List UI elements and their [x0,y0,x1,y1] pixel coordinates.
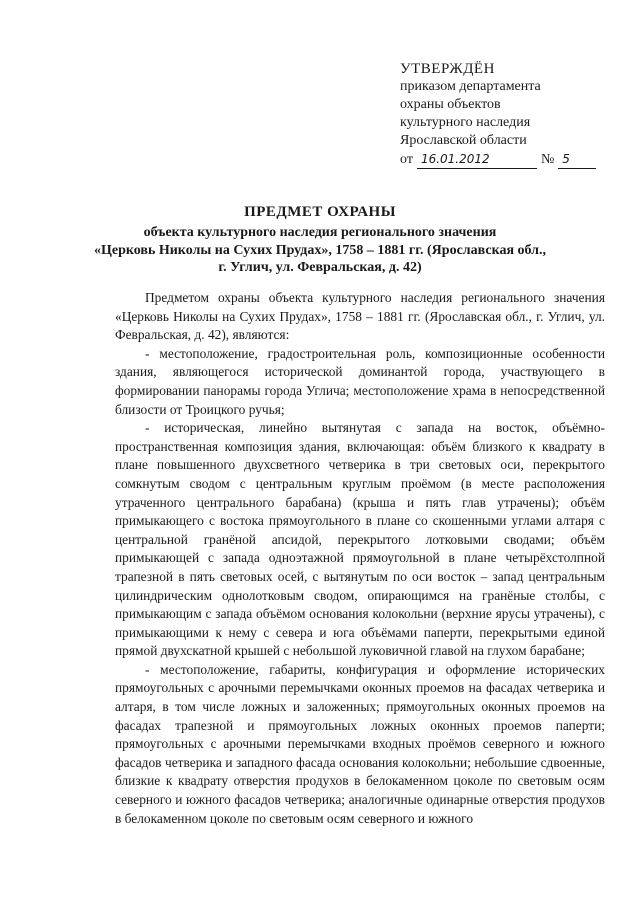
document-subtitle [40,224,600,277]
intro-paragraph: Предметом охраны объекта культурного наследия регионального значения «Церковь Николы на Сухих Прудах», 1758 – 1881 гг. (Ярославская обл., г. Углич, ул. Февральская, д. 42), являются: [115,290,605,343]
list-item: - местоположение, градостроительная роль, композиционные особенности здания, являющегося исторической доминантой города, участвующего в формировании панорамы города Углича; местоположение храма в непосредственной близости от Троицкого ручья; [115,345,605,417]
approval-date-row [400,150,600,169]
handwritten-date: 16.01.2012 [417,150,537,169]
list-item: - местоположение, габариты, конфигурация и оформление исторических прямоугольных с арочными перемычками оконных проемов на фасадах четверика и алтаря, в том числе ложных и заложенных; прямоугольных оконных проемов на фасадах трапезной и прямоугольных ложных оконных проемов паперти; прямоугольных с арочными перемычками входных проёмов северного и южного фасадов четверика и западного фасада основания колокольни; небольшие сдвоенные, близкие к квадрату отверстия продухов в белокаменном цоколе по световым осям северного и южного фасадов четверика; аналогичные одинарные отверстия продухов в белокаменном цоколе по световым осям северного и южного [115,661,605,826]
subtitle-line: «Церковь Николы на Сухих Прудах», 1758 – 1881 гг. (Ярославская обл., [93,242,547,258]
approval-line: Ярославской области [400,133,527,148]
list-item: - историческая, линейно вытянутая с запада на восток, объёмно-пространственная композиция здания, включающая: объём близкого к квадрату в плане повышенного двухсветного четверика в три световых оси, перекрытого сомкнутым сводом с центральным круглым проёмом (в месте расположения утраченного центрального барабана) (крыша и пять глав утрачены); объём примыкающего с востока прямоугольного в плане со скошенными углами алтаря с центральной гранёной апсидой, перекрытого лотковыми сводами; объём примыкающей с запада одноэтажной прямоугольной в плане четырёхстолпной трапезной в пять световых осей, с вытянутым по оси восток – запад центральным цилиндрическим однолотковым сводом, опирающимся на гранёные столбы, с примыкающим с запада объёмом основания колокольни (верхние ярусы утрачены), с примыкающими к нему с севера и юга объёмами паперти, перекрытыми единой прямой двухскатной крышей с небольшой луковичной главой на глухом барабане; [115,420,605,659]
approval-line: охраны объектов [400,97,501,112]
document-title: ПРЕДМЕТ ОХРАНЫ [244,204,396,220]
document-body [115,289,605,828]
number-prefix: № [540,152,555,167]
subtitle-line: г. Углич, ул. Февральская, д. 42) [218,260,422,275]
approval-line: культурного наследия [400,115,531,130]
subtitle-line: объекта культурного наследия регионального значения [143,225,497,240]
approval-block [400,60,600,169]
handwritten-number: 5 [558,150,596,169]
approval-line: приказом департамента [400,79,541,94]
date-prefix: от [400,152,413,167]
approval-heading: УТВЕРЖДЁН [400,61,495,77]
